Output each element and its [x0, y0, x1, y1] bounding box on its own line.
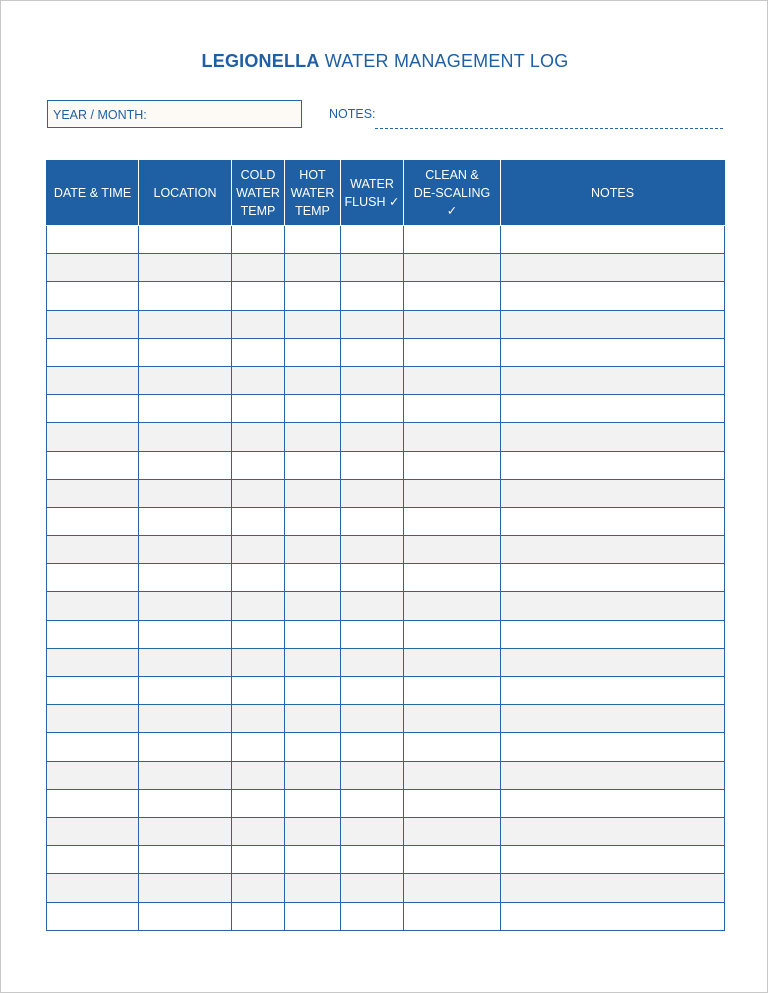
cell-date-time[interactable]: [47, 648, 139, 676]
cell-hot-water-temp[interactable]: [285, 677, 341, 705]
cell-notes[interactable]: [501, 902, 725, 930]
cell-notes[interactable]: [501, 479, 725, 507]
cell-location[interactable]: [139, 677, 232, 705]
cell-water-flush[interactable]: [341, 874, 404, 902]
cell-notes[interactable]: [501, 366, 725, 394]
cell-hot-water-temp[interactable]: [285, 507, 341, 535]
table-row: [47, 310, 725, 338]
cell-hot-water-temp[interactable]: [285, 761, 341, 789]
table-row: [47, 564, 725, 592]
cell-water-flush[interactable]: [341, 648, 404, 676]
cell-clean-descaling[interactable]: [404, 536, 501, 564]
cell-clean-descaling[interactable]: [404, 366, 501, 394]
cell-date-time[interactable]: [47, 536, 139, 564]
cell-location[interactable]: [139, 423, 232, 451]
cell-date-time[interactable]: [47, 846, 139, 874]
cell-location[interactable]: [139, 536, 232, 564]
header-notes: NOTES: [501, 161, 725, 226]
cell-cold-water-temp[interactable]: [232, 620, 285, 648]
cell-hot-water-temp[interactable]: [285, 564, 341, 592]
cell-notes[interactable]: [501, 507, 725, 535]
header-cold-water-temp: COLD WATER TEMP: [232, 161, 285, 226]
cell-notes[interactable]: [501, 817, 725, 845]
cell-water-flush[interactable]: [341, 254, 404, 282]
cell-location[interactable]: [139, 507, 232, 535]
table-row: [47, 874, 725, 902]
cell-date-time[interactable]: [47, 395, 139, 423]
cell-cold-water-temp[interactable]: [232, 789, 285, 817]
cell-hot-water-temp[interactable]: [285, 733, 341, 761]
cell-cold-water-temp[interactable]: [232, 902, 285, 930]
table-row: [47, 846, 725, 874]
cell-clean-descaling[interactable]: [404, 564, 501, 592]
cell-hot-water-temp[interactable]: [285, 846, 341, 874]
cell-notes[interactable]: [501, 677, 725, 705]
cell-location[interactable]: [139, 648, 232, 676]
cell-clean-descaling[interactable]: [404, 395, 501, 423]
cell-clean-descaling[interactable]: [404, 282, 501, 310]
year-month-label: YEAR / MONTH:: [53, 108, 147, 122]
cell-location[interactable]: [139, 310, 232, 338]
cell-date-time[interactable]: [47, 592, 139, 620]
cell-clean-descaling[interactable]: [404, 479, 501, 507]
cell-water-flush[interactable]: [341, 226, 404, 254]
cell-date-time[interactable]: [47, 282, 139, 310]
cell-water-flush[interactable]: [341, 536, 404, 564]
cell-location[interactable]: [139, 789, 232, 817]
cell-water-flush[interactable]: [341, 423, 404, 451]
cell-notes[interactable]: [501, 338, 725, 366]
cell-water-flush[interactable]: [341, 620, 404, 648]
cell-notes[interactable]: [501, 564, 725, 592]
table-row: [47, 761, 725, 789]
title-rest: WATER MANAGEMENT LOG: [319, 51, 569, 71]
page-title: [1, 51, 768, 72]
cell-cold-water-temp[interactable]: [232, 733, 285, 761]
cell-cold-water-temp[interactable]: [232, 338, 285, 366]
cell-cold-water-temp[interactable]: [232, 451, 285, 479]
cell-date-time[interactable]: [47, 874, 139, 902]
cell-water-flush[interactable]: [341, 705, 404, 733]
cell-notes[interactable]: [501, 226, 725, 254]
cell-date-time[interactable]: [47, 733, 139, 761]
cell-water-flush[interactable]: [341, 564, 404, 592]
cell-notes[interactable]: [501, 254, 725, 282]
cell-date-time[interactable]: [47, 677, 139, 705]
cell-cold-water-temp[interactable]: [232, 423, 285, 451]
cell-water-flush[interactable]: [341, 395, 404, 423]
cell-water-flush[interactable]: [341, 507, 404, 535]
cell-notes[interactable]: [501, 536, 725, 564]
cell-hot-water-temp[interactable]: [285, 817, 341, 845]
cell-clean-descaling[interactable]: [404, 648, 501, 676]
cell-date-time[interactable]: [47, 620, 139, 648]
cell-notes[interactable]: [501, 451, 725, 479]
cell-clean-descaling[interactable]: [404, 733, 501, 761]
table-row: [47, 902, 725, 930]
table-row: [47, 423, 725, 451]
cell-clean-descaling[interactable]: [404, 620, 501, 648]
cell-hot-water-temp[interactable]: [285, 423, 341, 451]
cell-location[interactable]: [139, 874, 232, 902]
cell-location[interactable]: [139, 817, 232, 845]
cell-hot-water-temp[interactable]: [285, 592, 341, 620]
cell-date-time[interactable]: [47, 507, 139, 535]
cell-water-flush[interactable]: [341, 789, 404, 817]
table-row: [47, 338, 725, 366]
cell-notes[interactable]: [501, 423, 725, 451]
cell-date-time[interactable]: [47, 817, 139, 845]
cell-notes[interactable]: [501, 620, 725, 648]
cell-notes[interactable]: [501, 733, 725, 761]
cell-location[interactable]: [139, 226, 232, 254]
cell-clean-descaling[interactable]: [404, 846, 501, 874]
cell-water-flush[interactable]: [341, 902, 404, 930]
cell-clean-descaling[interactable]: [404, 705, 501, 733]
table-row: [47, 733, 725, 761]
table-row: [47, 705, 725, 733]
cell-hot-water-temp[interactable]: [285, 620, 341, 648]
cell-hot-water-temp[interactable]: [285, 789, 341, 817]
cell-cold-water-temp[interactable]: [232, 536, 285, 564]
cell-cold-water-temp[interactable]: [232, 761, 285, 789]
cell-notes[interactable]: [501, 789, 725, 817]
notes-label: NOTES:: [329, 107, 376, 121]
cell-hot-water-temp[interactable]: [285, 226, 341, 254]
table-row: [47, 366, 725, 394]
cell-cold-water-temp[interactable]: [232, 874, 285, 902]
year-month-field[interactable]: [47, 100, 302, 128]
cell-notes[interactable]: [501, 395, 725, 423]
cell-clean-descaling[interactable]: [404, 817, 501, 845]
cell-clean-descaling[interactable]: [404, 761, 501, 789]
header-location: LOCATION: [139, 161, 232, 226]
cell-hot-water-temp[interactable]: [285, 310, 341, 338]
cell-hot-water-temp[interactable]: [285, 648, 341, 676]
cell-clean-descaling[interactable]: [404, 226, 501, 254]
cell-cold-water-temp[interactable]: [232, 254, 285, 282]
cell-cold-water-temp[interactable]: [232, 592, 285, 620]
cell-clean-descaling[interactable]: [404, 451, 501, 479]
cell-location[interactable]: [139, 564, 232, 592]
cell-water-flush[interactable]: [341, 310, 404, 338]
cell-date-time[interactable]: [47, 254, 139, 282]
table-row: [47, 479, 725, 507]
cell-notes[interactable]: [501, 310, 725, 338]
cell-clean-descaling[interactable]: [404, 789, 501, 817]
cell-water-flush[interactable]: [341, 846, 404, 874]
cell-water-flush[interactable]: [341, 733, 404, 761]
cell-location[interactable]: [139, 338, 232, 366]
cell-cold-water-temp[interactable]: [232, 366, 285, 394]
cell-hot-water-temp[interactable]: [285, 536, 341, 564]
cell-location[interactable]: [139, 733, 232, 761]
cell-date-time[interactable]: [47, 479, 139, 507]
cell-water-flush[interactable]: [341, 761, 404, 789]
cell-location[interactable]: [139, 395, 232, 423]
cell-date-time[interactable]: [47, 564, 139, 592]
cell-cold-water-temp[interactable]: [232, 705, 285, 733]
header-date-time: DATE & TIME: [47, 161, 139, 226]
cell-hot-water-temp[interactable]: [285, 705, 341, 733]
table-row: [47, 254, 725, 282]
cell-water-flush[interactable]: [341, 592, 404, 620]
cell-location[interactable]: [139, 705, 232, 733]
table-row: [47, 395, 725, 423]
cell-date-time[interactable]: [47, 226, 139, 254]
header-row: [47, 161, 725, 226]
cell-clean-descaling[interactable]: [404, 592, 501, 620]
cell-hot-water-temp[interactable]: [285, 451, 341, 479]
cell-date-time[interactable]: [47, 902, 139, 930]
cell-hot-water-temp[interactable]: [285, 395, 341, 423]
cell-clean-descaling[interactable]: [404, 902, 501, 930]
cell-clean-descaling[interactable]: [404, 874, 501, 902]
cell-cold-water-temp[interactable]: [232, 677, 285, 705]
cell-hot-water-temp[interactable]: [285, 366, 341, 394]
table-row: [47, 592, 725, 620]
cell-clean-descaling[interactable]: [404, 310, 501, 338]
table-row: [47, 451, 725, 479]
cell-water-flush[interactable]: [341, 817, 404, 845]
cell-date-time[interactable]: [47, 761, 139, 789]
table-row: [47, 677, 725, 705]
cell-hot-water-temp[interactable]: [285, 874, 341, 902]
header-hot-water-temp: HOT WATER TEMP: [285, 161, 341, 226]
cell-location[interactable]: [139, 592, 232, 620]
table-row: [47, 226, 725, 254]
header-clean-descaling: CLEAN & DE-SCALING ✓: [404, 161, 501, 226]
cell-water-flush[interactable]: [341, 338, 404, 366]
cell-water-flush[interactable]: [341, 451, 404, 479]
cell-location[interactable]: [139, 846, 232, 874]
cell-location[interactable]: [139, 451, 232, 479]
cell-cold-water-temp[interactable]: [232, 846, 285, 874]
cell-hot-water-temp[interactable]: [285, 282, 341, 310]
notes-field[interactable]: [375, 128, 723, 129]
cell-location[interactable]: [139, 761, 232, 789]
cell-location[interactable]: [139, 254, 232, 282]
cell-date-time[interactable]: [47, 789, 139, 817]
cell-hot-water-temp[interactable]: [285, 338, 341, 366]
title-bold: LEGIONELLA: [201, 51, 320, 71]
cell-water-flush[interactable]: [341, 479, 404, 507]
cell-water-flush[interactable]: [341, 677, 404, 705]
cell-cold-water-temp[interactable]: [232, 817, 285, 845]
cell-water-flush[interactable]: [341, 366, 404, 394]
table-row: [47, 620, 725, 648]
table-row: [47, 536, 725, 564]
cell-cold-water-temp[interactable]: [232, 507, 285, 535]
cell-water-flush[interactable]: [341, 282, 404, 310]
cell-date-time[interactable]: [47, 310, 139, 338]
cell-date-time[interactable]: [47, 705, 139, 733]
cell-notes[interactable]: [501, 282, 725, 310]
cell-clean-descaling[interactable]: [404, 423, 501, 451]
cell-clean-descaling[interactable]: [404, 254, 501, 282]
table-row: [47, 282, 725, 310]
table-body: [47, 226, 725, 931]
cell-cold-water-temp[interactable]: [232, 648, 285, 676]
cell-clean-descaling[interactable]: [404, 677, 501, 705]
cell-date-time[interactable]: [47, 451, 139, 479]
cell-notes[interactable]: [501, 761, 725, 789]
cell-cold-water-temp[interactable]: [232, 226, 285, 254]
table-row: [47, 789, 725, 817]
table-row: [47, 507, 725, 535]
cell-notes[interactable]: [501, 648, 725, 676]
cell-date-time[interactable]: [47, 366, 139, 394]
cell-date-time[interactable]: [47, 338, 139, 366]
cell-date-time[interactable]: [47, 423, 139, 451]
cell-location[interactable]: [139, 282, 232, 310]
cell-location[interactable]: [139, 366, 232, 394]
log-table: [46, 160, 725, 931]
cell-location[interactable]: [139, 902, 232, 930]
cell-cold-water-temp[interactable]: [232, 310, 285, 338]
cell-hot-water-temp[interactable]: [285, 479, 341, 507]
table-row: [47, 648, 725, 676]
cell-location[interactable]: [139, 479, 232, 507]
cell-notes[interactable]: [501, 874, 725, 902]
cell-cold-water-temp[interactable]: [232, 282, 285, 310]
cell-hot-water-temp[interactable]: [285, 902, 341, 930]
table-row: [47, 817, 725, 845]
cell-clean-descaling[interactable]: [404, 507, 501, 535]
cell-hot-water-temp[interactable]: [285, 254, 341, 282]
cell-notes[interactable]: [501, 592, 725, 620]
cell-clean-descaling[interactable]: [404, 338, 501, 366]
cell-location[interactable]: [139, 620, 232, 648]
cell-notes[interactable]: [501, 705, 725, 733]
cell-cold-water-temp[interactable]: [232, 564, 285, 592]
header-water-flush: WATER FLUSH ✓: [341, 161, 404, 226]
cell-cold-water-temp[interactable]: [232, 479, 285, 507]
cell-notes[interactable]: [501, 846, 725, 874]
cell-cold-water-temp[interactable]: [232, 395, 285, 423]
